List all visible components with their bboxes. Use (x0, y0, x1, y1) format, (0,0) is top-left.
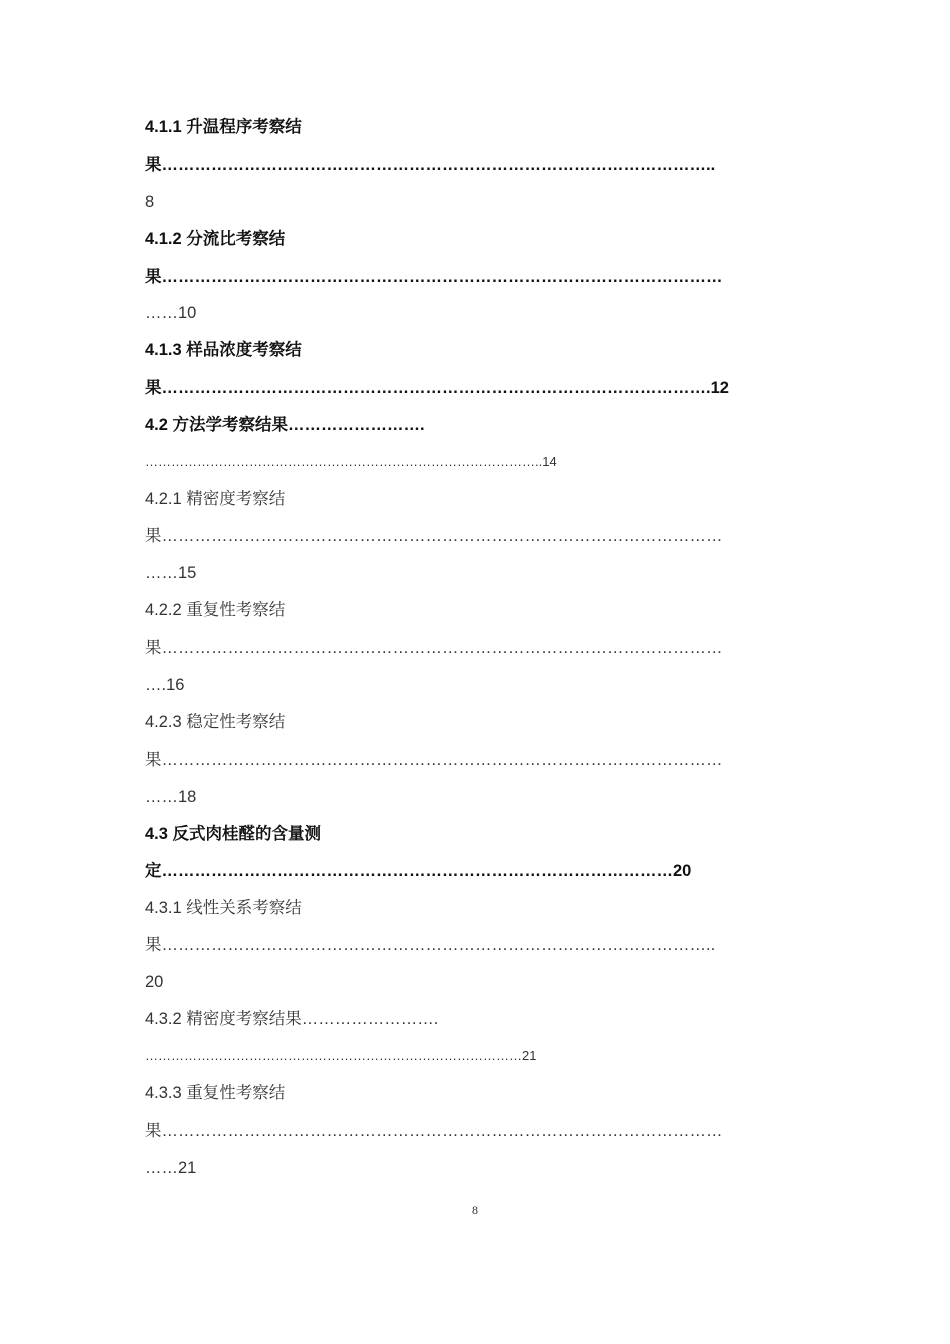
toc-heading-4-3-1: 4.3.1 线性关系考察结 (145, 899, 302, 917)
toc-heading-4-1-3: 4.1.3 样品浓度考察结 (145, 341, 302, 359)
toc-page-number: 20 (145, 973, 164, 991)
page-footer-number: 8 (472, 1203, 478, 1217)
toc-leader-line: 果………………………………………………………………………………………… (145, 268, 723, 286)
toc-heading-4-1-2: 4.1.2 分流比考察结 (145, 230, 286, 248)
toc-heading-4-2-3: 4.2.3 稳定性考察结 (145, 713, 286, 731)
toc-page-number: 8 (145, 193, 155, 211)
toc-leader-line: 定…………………………………………………………………………………20 (145, 862, 692, 880)
toc-page-number: ….16 (145, 676, 185, 694)
toc-leader-line: 果………………………………………………………………………………………… (145, 639, 723, 657)
toc-page-number: ……15 (145, 564, 197, 582)
toc-page-number: ……18 (145, 788, 197, 806)
toc-heading-4-3-3: 4.3.3 重复性考察结 (145, 1084, 286, 1102)
toc-heading-4-2-1: 4.2.1 精密度考察结 (145, 490, 286, 508)
toc-leader-line: 果……………………………………………………………………………………….. (145, 936, 716, 954)
toc-heading-4-3-2: 4.3.2 精密度考察结果……………………. (145, 1010, 439, 1028)
toc-leader-line: 果……………………………………………………………………………………….. (145, 156, 716, 174)
toc-leader-line: ……………………………………………………………………………21 (145, 1048, 537, 1063)
toc-leader-line: 果………………………………………………………………………………………… (145, 1122, 723, 1140)
toc-heading-4-3: 4.3 反式肉桂醛的含量测 (145, 825, 322, 843)
toc-page-number: ……10 (145, 304, 197, 322)
toc-heading-4-1-1: 4.1.1 升温程序考察结 (145, 118, 302, 136)
toc-leader-line: 果………………………………………………………………………………………… (145, 527, 723, 545)
toc-leader-line: 果………………………………………………………………………………………… (145, 751, 723, 769)
toc-heading-4-2-2: 4.2.2 重复性考察结 (145, 601, 286, 619)
toc-leader-line: 果……………………………………………………………………………………….12 (145, 379, 729, 397)
toc-heading-4-2: 4.2 方法学考察结果……………………. (145, 416, 425, 434)
toc-leader-line: ………………………………………………………………………………..14 (145, 454, 557, 469)
toc-page-number: ……21 (145, 1159, 197, 1177)
